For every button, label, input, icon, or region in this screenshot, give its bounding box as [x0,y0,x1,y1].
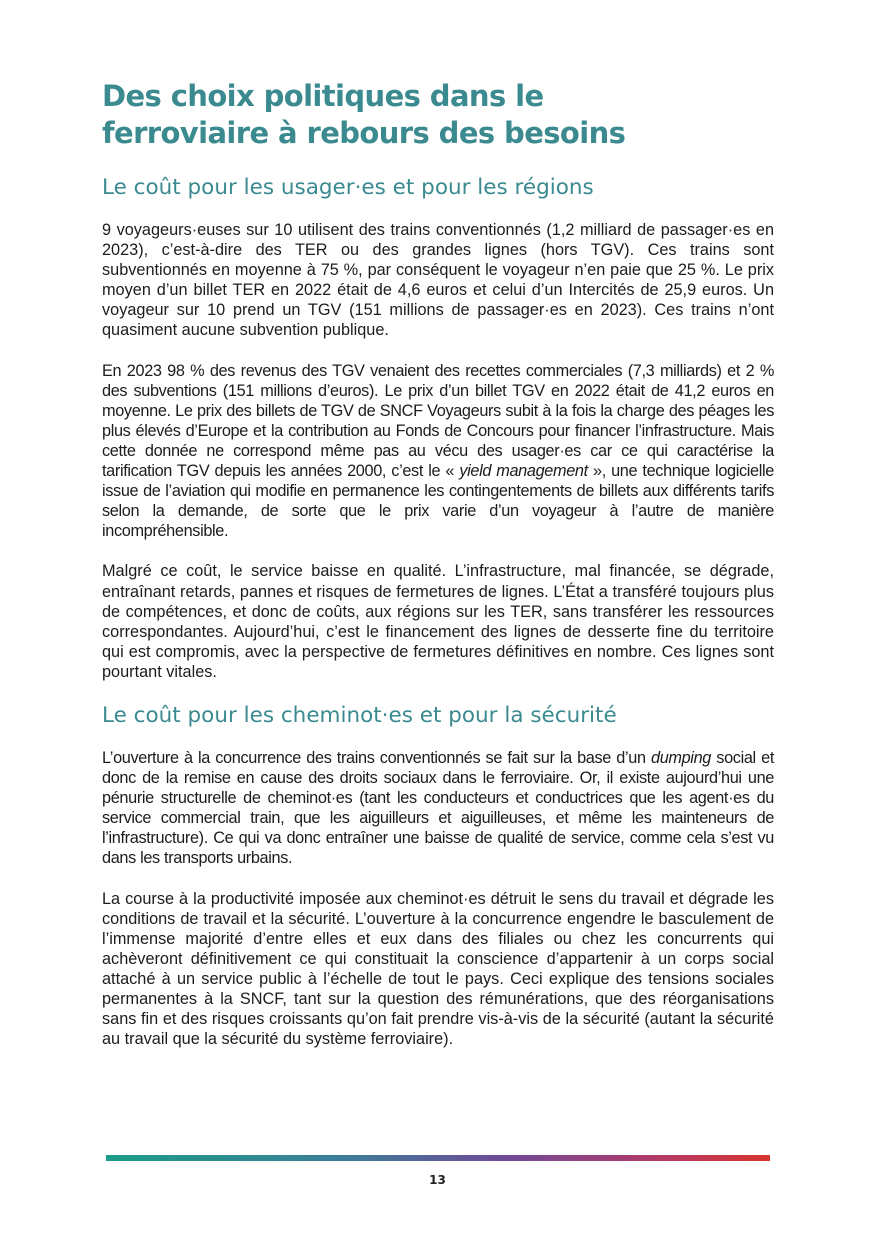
paragraph-text: En 2023 98 % des revenus des TGV venaient des recettes commerciales (7,3 milliards) et 2 % des subventions (151 millions d’euros). Le prix d’un billet TGV en 2022 était de 41,2 euros en moyenne. Le prix des billets de TGV de SNCF Voyageurs subit à la fois la charge des péages les plus élevés d’Europe et la contribution au Fonds de Concours pour financer l’infrastructure. Mais cette donnée ne correspond même pas au vécu des usager·es car ce qui caractérise la tarification TGV depuis les années 2000, c’est le « [102,361,774,481]
section-heading-cheminots: Le coût pour les cheminot·es et pour la sécurité [102,702,617,728]
page-number: 13 [429,1173,446,1187]
italic-term: dumping [650,748,711,767]
paragraph-usagers-2 [102,361,774,542]
paragraph-text: », une technique logicielle issue de l’aviation qui modifie en permanence les contingentements de billets aux différents tarifs selon la demande, de sorte que le prix varie d’un voyageur à l’autre de manière incompréhensible. [102,462,775,541]
paragraph-text: social et donc de la remise en cause des droits sociaux dans le ferroviaire. Or, il existe aujourd’hui une pénurie structurelle de cheminot·es (tant les conducteurs et conductrices que les agent·es du service commercial train, que les aiguilleurs et aiguilleuses, et même les mainteneurs de l’infrastructure). Ce qui va donc entraîner une baisse de qualité de service, comme cela s’est vu dans les transports urbains. [102,748,774,868]
italic-term: yield management [459,462,588,481]
footer-gradient-bar [106,1155,770,1161]
page-content [102,78,774,1049]
paragraph-text: L’ouverture à la concurrence des trains conventionnés se fait sur la base d’un [102,748,651,767]
page-title [102,78,774,152]
paragraph-cheminots-1 [102,748,774,869]
page-title-line-2: ferroviaire à rebours des besoins [102,116,626,150]
page-title-line-1: Des choix politiques dans le [102,79,544,113]
paragraph-cheminots-2: La course à la productivité imposée aux cheminot·es détruit le sens du travail et dégrade les conditions de travail et la sécurité. L’ouverture à la concurrence engendre le basculement de l’immense majorité d’entre elles et eux dans des filiales ou chez les concurrents qui achèveront définitivement ce qui constituait la conscience d’appartenir à un corps social attaché à un service public à l’échelle de tout le pays. Ceci explique des tensions sociales permanentes à la SNCF, tant sur la question des rémunérations, que des réorganisations sans fin et des risques croissants qu’on fait prendre vis-à-vis de la sécurité (autant la sécurité au travail que la sécurité du système ferroviaire). [102,889,774,1049]
paragraph-usagers-1: 9 voyageurs·euses sur 10 utilisent des trains conventionnés (1,2 milliard de passager·es en 2023), c’est-à-dire des TER ou des grandes lignes (hors TGV). Ces trains sont subventionnés en moyenne à 75 %, par conséquent le voyageur n’en paie que 25 %. Le prix moyen d’un billet TER en 2022 était de 4,6 euros et celui d’un Intercités de 25,9 euros. Un voyageur sur 10 prend un TGV (151 millions de passager·es en 2023). Ces trains n’ont quasiment aucune subvention publique. [102,221,774,340]
section-heading-usagers: Le coût pour les usager·es et pour les régions [102,175,594,200]
paragraph-usagers-3: Malgré ce coût, le service baisse en qualité. L’infrastructure, mal financée, se dégrade, entraînant retards, pannes et risques de fermetures de lignes. L’État a transféré toujours plus de compétences, et donc de coûts, aux régions sur les TER, sans transférer les ressources correspondantes. Aujourd’hui, c’est le financement des lignes de desserte fine du territoire qui est compromis, avec la perspective de fermetures définitives en nombre. Ces lignes sont pourtant vitales. [102,562,774,681]
